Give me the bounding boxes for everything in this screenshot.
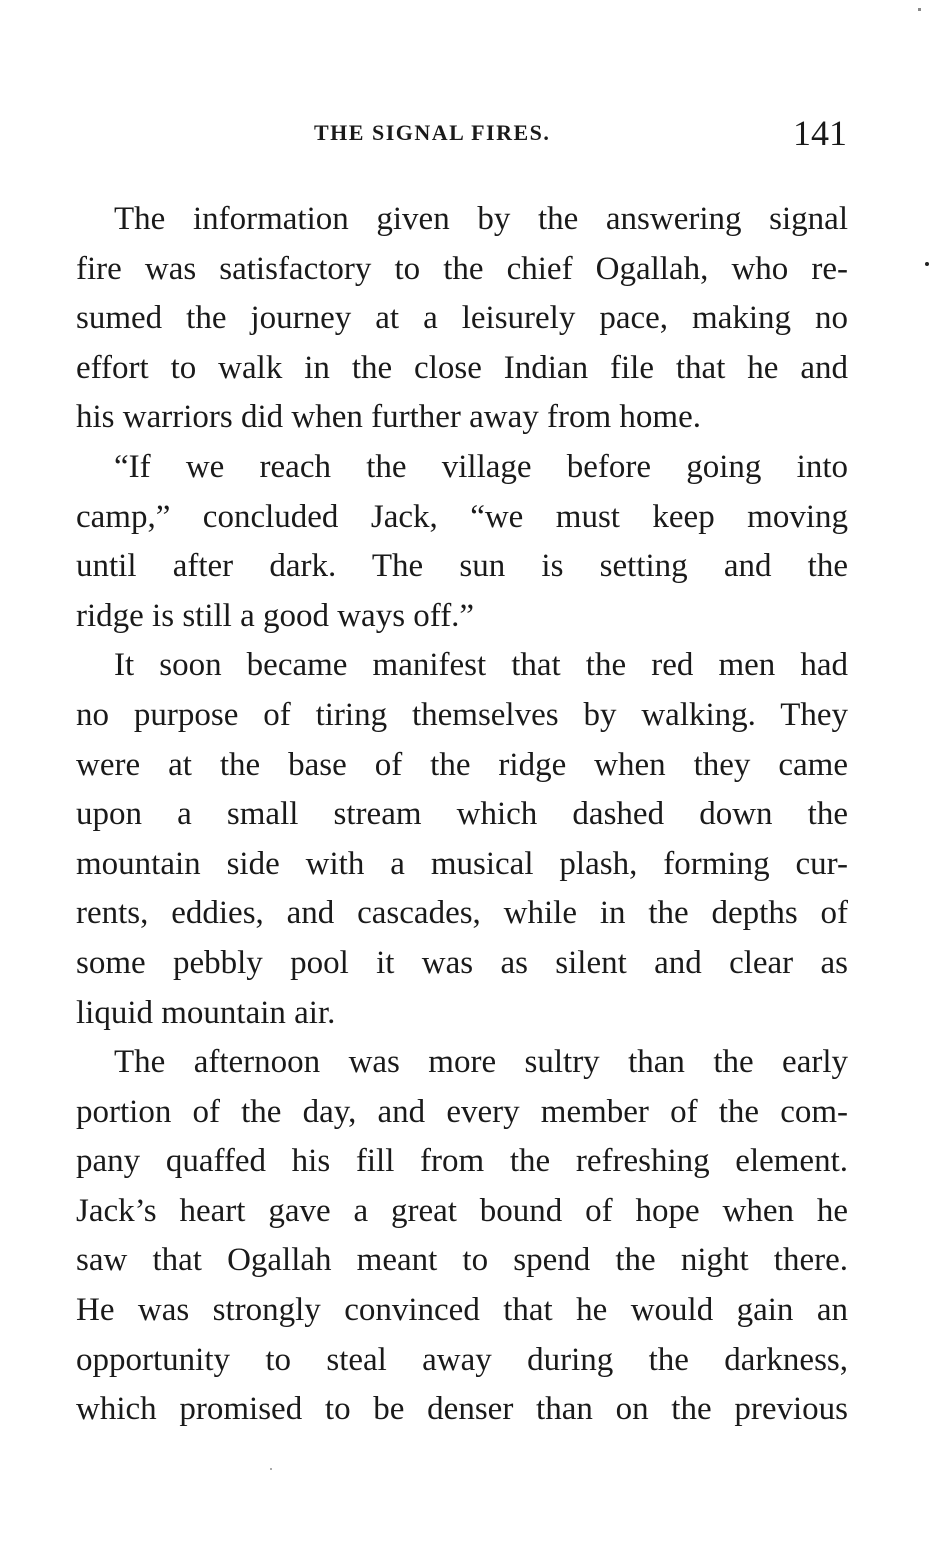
scan-speck: [918, 8, 921, 11]
text-line: The information given by the answering signal: [114, 201, 848, 237]
text-line: saw that Ogallah meant to spend the night there.: [76, 1242, 848, 1279]
text-line: The afternoon was more sultry than the early: [114, 1044, 848, 1081]
text-line: rents, eddies, and cascades, while in the depths of: [76, 895, 848, 932]
text-line: no purpose of tiring themselves by walking. They: [76, 696, 848, 733]
text-line: which promised to be denser than on the previous: [76, 1391, 848, 1428]
text-line: Jack’s heart gave a great bound of hope when he: [76, 1192, 848, 1229]
scan-speck: [925, 262, 929, 266]
scan-speck: [270, 1468, 272, 1470]
text-line: “If we reach the village before going into: [114, 448, 848, 485]
text-line: pany quaffed his fill from the refreshing element.: [76, 1143, 848, 1180]
text-line: until after dark. The sun is setting and the: [76, 548, 848, 585]
text-line: some pebbly pool it was as silent and clear as: [76, 944, 848, 981]
text-line: opportunity to steal away during the darkness,: [76, 1341, 848, 1378]
running-head: THE SIGNAL FIRES.: [314, 120, 551, 145]
text-line: sumed the journey at a leisurely pace, making no: [76, 300, 848, 337]
page-header: [0, 112, 945, 156]
text-line: liquid mountain air.: [76, 994, 336, 1031]
text-line: portion of the day, and every member of the com-: [76, 1093, 848, 1130]
text-line: upon a small stream which dashed down the: [76, 796, 848, 833]
page-number: 141: [793, 113, 847, 153]
text-line: were at the base of the ridge when they came: [76, 746, 848, 783]
text-line: It soon became manifest that the red men had: [114, 647, 848, 684]
body-text: [76, 195, 848, 1435]
text-line: ridge is still a good ways off.”: [76, 597, 475, 634]
text-line: fire was satisfactory to the chief Ogallah, who re-: [76, 250, 848, 287]
text-line: mountain side with a musical plash, forming cur-: [76, 845, 848, 882]
text-line: camp,” concluded Jack, “we must keep moving: [76, 498, 848, 535]
text-line: He was strongly convinced that he would gain an: [76, 1292, 848, 1329]
text-line: effort to walk in the close Indian file that he and: [76, 349, 848, 386]
text-line: his warriors did when further away from home.: [76, 399, 701, 436]
